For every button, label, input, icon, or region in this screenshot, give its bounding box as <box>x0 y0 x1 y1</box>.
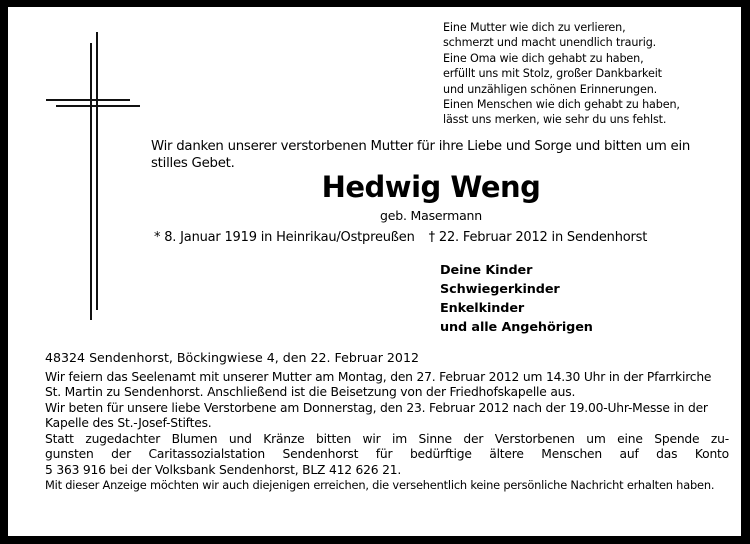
address-line: 48324 Sendenhorst, Böckingwiese 4, den 22. Februar 2012 <box>45 350 419 365</box>
donation-line-1: Statt zugedachter Blumen und Kränze bitten wir im Sinne der Verstorbenen um eine Spende zu- <box>45 431 729 446</box>
poem-line: erfüllt uns mit Stolz, großer Dankbarkeit <box>443 67 662 81</box>
mourners-list <box>440 261 593 337</box>
mourner-item: Schwiegerkinder <box>440 282 560 297</box>
deceased-name: Hedwig Weng <box>321 170 541 204</box>
maiden-name: geb. Masermann <box>380 208 482 223</box>
poem-line: schmerzt und macht unendlich traurig. <box>443 36 657 50</box>
mourner-item: und alle Angehörigen <box>440 320 593 335</box>
cross-horizontal-upper <box>46 99 130 101</box>
birth-date: * 8. Januar 1919 in Heinrikau/Ostpreußen <box>154 230 415 245</box>
obituary-notice <box>8 7 741 536</box>
memorial-poem <box>443 20 680 128</box>
donation-line-3: 5 363 916 bei der Volksbank Sendenhorst, BLZ 412 626 21. <box>45 462 402 477</box>
thanks-text: Wir danken unserer verstorbenen Mutter für ihre Liebe und Sorge und bitten um ein stilles Gebet. <box>151 139 691 171</box>
poem-line: lässt uns merken, wie sehr du uns fehlst. <box>443 113 667 127</box>
poem-line: Eine Oma wie dich gehabt zu haben, <box>443 51 644 65</box>
cross-vertical-right <box>96 32 98 310</box>
donation-line-2: gunsten der Caritassozialstation Sendenhorst für bedürftige ältere Menschen auf das Konto <box>45 447 729 461</box>
death-date: † 22. Februar 2012 in Sendenhorst <box>428 230 648 245</box>
cross-vertical-left <box>90 43 92 320</box>
notice-text: Mit dieser Anzeige möchten wir auch diejenigen erreichen, die versehentlich keine persönliche Nachricht erhalten haben. <box>45 478 715 492</box>
poem-line: und unzähligen schönen Erinnerungen. <box>443 82 658 96</box>
requiem-text: Wir feiern das Seelenamt mit unserer Mutter am Montag, den 27. Februar 2012 um 14.30 Uhr in der Pfarrkirche St. Martin zu Sendenhorst. Anschließend ist die Beisetzung von der Friedhofskapelle aus. <box>45 369 712 399</box>
mourner-item: Deine Kinder <box>440 263 533 278</box>
poem-line: Einen Menschen wie dich gehabt zu haben, <box>443 98 680 112</box>
cross-horizontal-lower <box>56 105 140 107</box>
service-details <box>45 350 729 493</box>
life-dates <box>154 229 714 246</box>
poem-line: Eine Mutter wie dich zu verlieren, <box>443 21 626 34</box>
mourner-item: Enkelkinder <box>440 301 525 316</box>
prayer-text: Wir beten für unsere liebe Verstorbene am Donnerstag, den 23. Februar 2012 nach der 19.00-Uhr-Messe in der Kapelle des St.-Josef-Stiftes. <box>45 400 708 430</box>
